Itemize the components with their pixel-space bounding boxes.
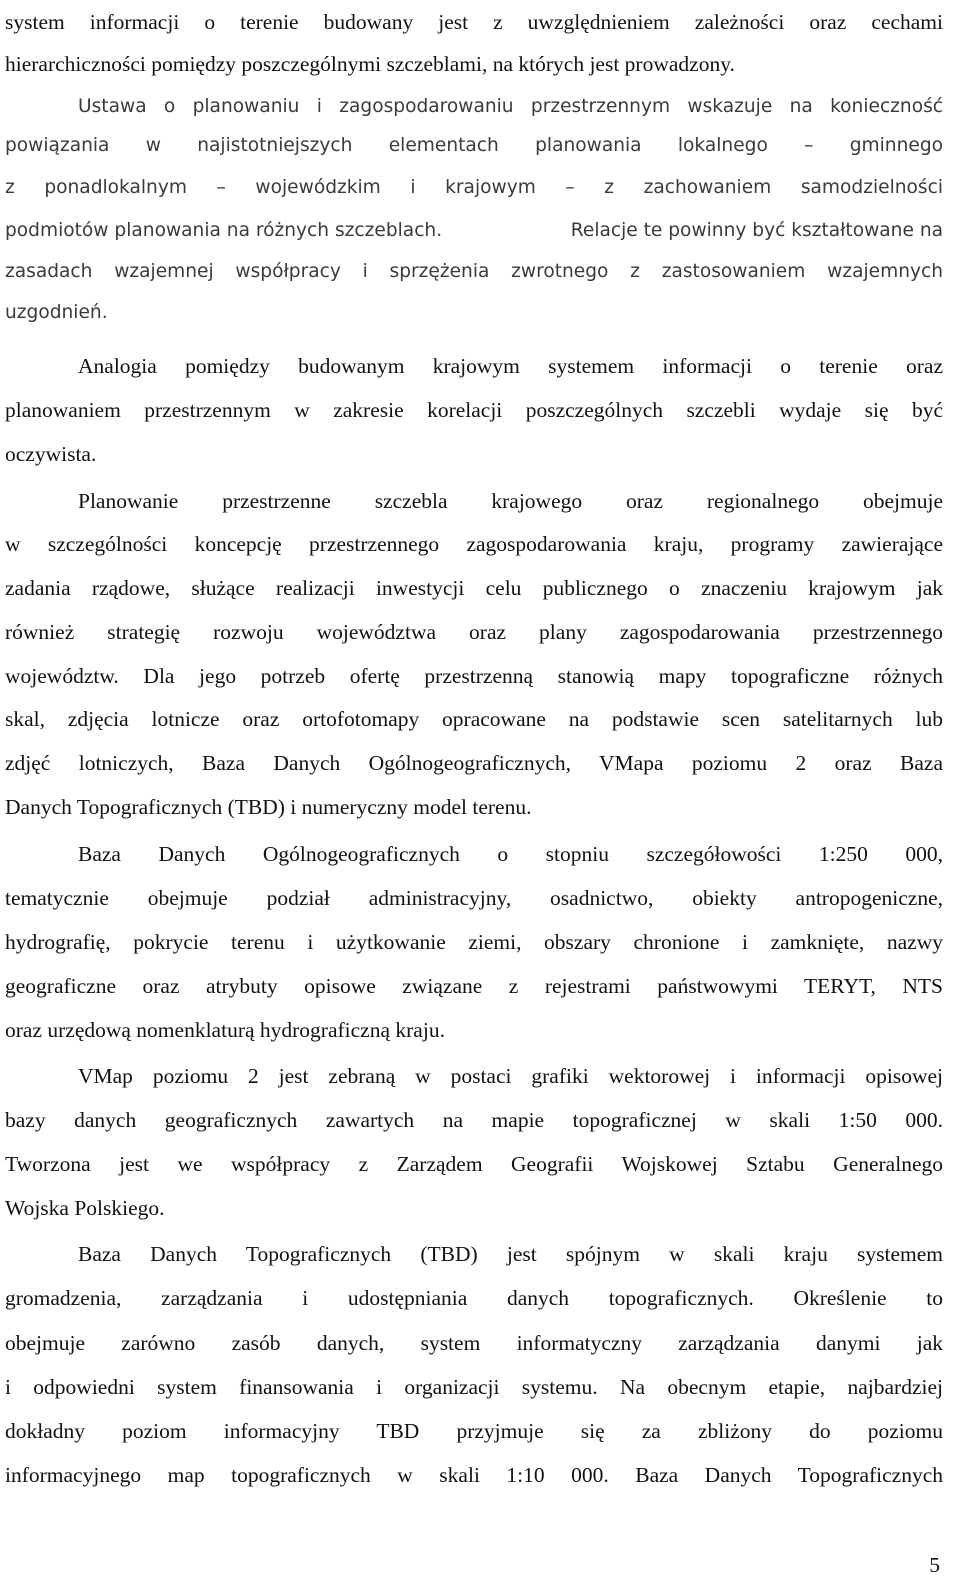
- text-line: zdjęć lotniczych, Baza Danych Ogólnogeograficznych, VMapa poziomu 2 oraz Baza: [5, 751, 943, 775]
- text-line: informacyjnego map topograficznych w skali 1:10 000. Baza Danych Topograficznych: [5, 1463, 943, 1487]
- text-line: VMap poziomu 2 jest zebraną w postaci grafiki wektorowej i informacji opisowej: [78, 1064, 943, 1088]
- text-line: Planowanie przestrzenne szczebla krajowego oraz regionalnego obejmuje: [78, 489, 943, 513]
- text-line: hierarchiczności pomiędzy poszczególnymi szczeblami, na których jest prowadzony.: [5, 52, 735, 76]
- text-line: w szczególności koncepcję przestrzennego zagospodarowania kraju, programy zawierające: [5, 532, 943, 556]
- text-line: oczywista.: [5, 442, 97, 466]
- text-line: geograficzne oraz atrybuty opisowe związane z rejestrami państwowymi TERYT, NTS: [5, 974, 943, 998]
- text-line: Analogia pomiędzy budowanym krajowym systemem informacji o terenie oraz: [78, 354, 943, 378]
- text-line: Ustawa o planowaniu i zagospodarowaniu przestrzennym wskazuje na konieczność: [78, 96, 943, 117]
- text-line: Danych Topograficznych (TBD) i numeryczny model terenu.: [5, 795, 532, 819]
- text-line: Baza Danych Topograficznych (TBD) jest spójnym w skali kraju systemem: [78, 1242, 943, 1266]
- text-line: bazy danych geograficznych zawartych na mapie topograficznej w skali 1:50 000.: [5, 1108, 943, 1132]
- text-line: i odpowiedni system finansowania i organizacji systemu. Na obecnym etapie, najbardziej: [5, 1375, 943, 1399]
- text-line: podmiotów planowania na różnych szczeblach.: [5, 220, 443, 241]
- text-line: Baza Danych Ogólnogeograficznych o stopniu szczegółowości 1:250 000,: [78, 842, 943, 866]
- text-line: z ponadlokalnym – wojewódzkim i krajowym – z zachowaniem samodzielności: [5, 177, 943, 198]
- text-line: tematycznie obejmuje podział administracyjny, osadnictwo, obiekty antropogeniczne,: [5, 886, 943, 910]
- text-line: Tworzona jest we współpracy z Zarządem Geografii Wojskowej Sztabu Generalnego: [5, 1152, 943, 1176]
- text-line: zadania rządowe, służące realizacji inwestycji celu publicznego o znaczeniu krajowym jak: [5, 576, 943, 600]
- text-line: obejmuje zarówno zasób danych, system informatyczny zarządzania danymi jak: [5, 1331, 943, 1355]
- text-line: planowaniem przestrzennym w zakresie korelacji poszczególnych szczebli wydaje się być: [5, 398, 943, 422]
- text-line: hydrografię, pokrycie terenu i użytkowanie ziemi, obszary chronione i zamknięte, nazwy: [5, 930, 943, 954]
- text-line: Relacje te powinny być kształtowane na: [570, 220, 943, 241]
- text-line: województw. Dla jego potrzeb ofertę przestrzenną stanowią mapy topograficzne różnych: [5, 664, 943, 688]
- text-line: zasadach wzajemnej współpracy i sprzężenia zwrotnego z zastosowaniem wzajemnych: [5, 261, 943, 282]
- page-number: 5: [929, 1553, 940, 1577]
- text-line: Wojska Polskiego.: [5, 1196, 165, 1220]
- text-line: dokładny poziom informacyjny TBD przyjmuje się za zbliżony do poziomu: [5, 1419, 943, 1443]
- text-line: uzgodnień.: [5, 302, 108, 323]
- text-line: gromadzenia, zarządzania i udostępniania danych topograficznych. Określenie to: [5, 1286, 943, 1310]
- text-line: powiązania w najistotniejszych elementach planowania lokalnego – gminnego: [5, 135, 943, 156]
- text-line: oraz urzędową nomenklaturą hydrograficzną kraju.: [5, 1018, 445, 1042]
- text-line: skal, zdjęcia lotnicze oraz ortofotomapy opracowane na podstawie scen satelitarnych lub: [5, 707, 943, 731]
- text-line: również strategię rozwoju województwa oraz plany zagospodarowania przestrzennego: [5, 620, 943, 644]
- text-line: system informacji o terenie budowany jest z uwzględnieniem zależności oraz cechami: [5, 10, 943, 34]
